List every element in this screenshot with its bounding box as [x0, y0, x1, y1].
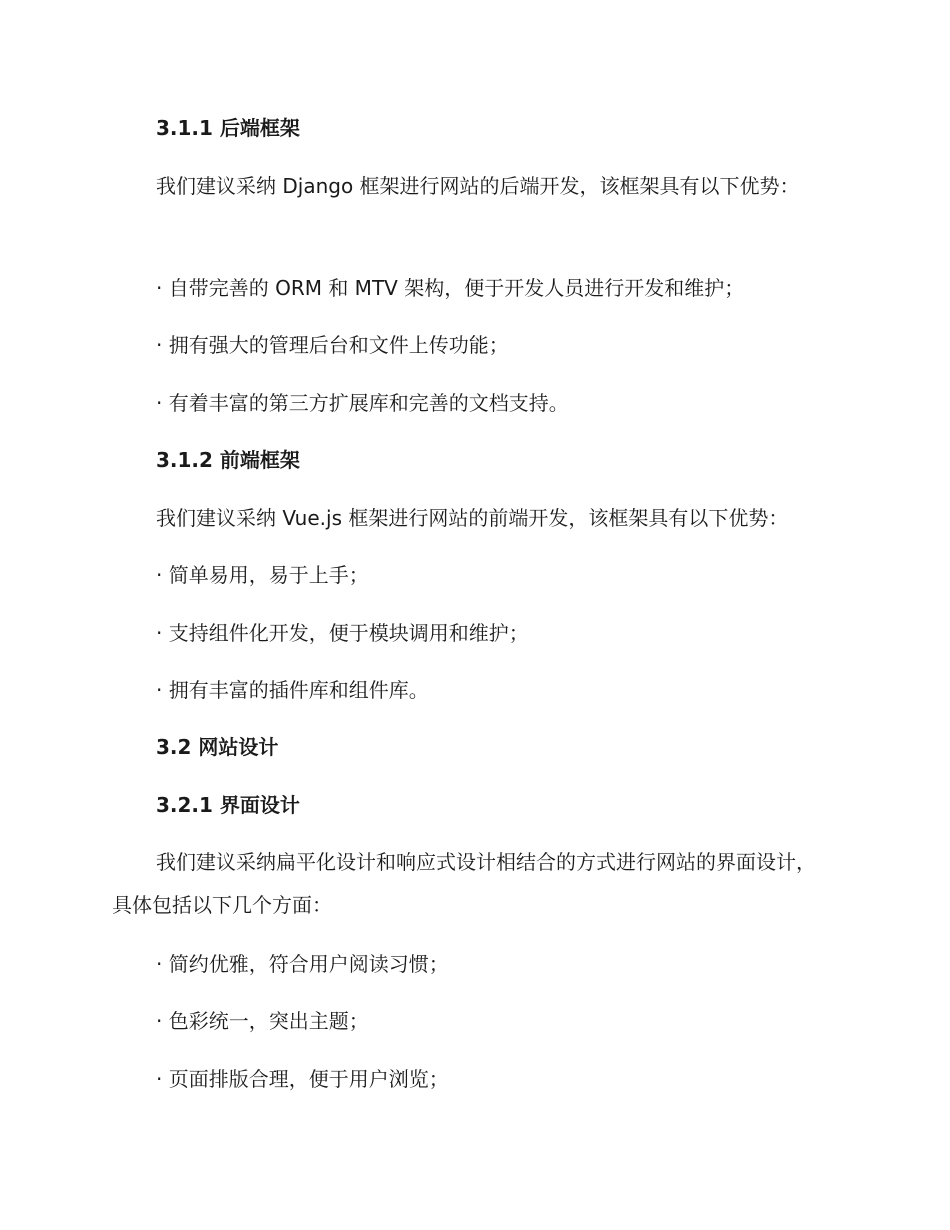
list-item: · 页面排版合理，便于用户浏览；	[112, 1058, 832, 1101]
section-heading-3-1-2: 3.1.2 前端框架	[156, 448, 300, 472]
section-heading-3-1-1: 3.1.1 后端框架	[156, 116, 300, 140]
list-item: · 自带完善的 ORM 和 MTV 架构，便于开发人员进行开发和维护；	[112, 267, 832, 310]
section-heading-3-2: 3.2 网站设计	[156, 735, 279, 759]
list-item: · 简约优雅，符合用户阅读习惯；	[112, 943, 832, 986]
list-item: · 有着丰富的第三方扩展库和完善的文档支持。	[112, 382, 832, 425]
paragraph-ui-design-intro: 我们建议采纳扁平化设计和响应式设计相结合的方式进行网站的界面设计，具体包括以下几个方面：	[112, 850, 816, 917]
paragraph-backend-intro: 我们建议采纳 Django 框架进行网站的后端开发，该框架具有以下优势：	[156, 174, 800, 198]
paragraph-frontend-intro: 我们建议采纳 Vue.js 框架进行网站的前端开发，该框架具有以下优势：	[156, 506, 789, 530]
list-item: · 简单易用，易于上手；	[112, 554, 832, 597]
list-item: · 支持组件化开发，便于模块调用和维护；	[112, 612, 832, 655]
list-item: · 色彩统一，突出主题；	[112, 1000, 832, 1043]
section-heading-3-2-1: 3.2.1 界面设计	[156, 793, 300, 817]
list-item: · 拥有丰富的插件库和组件库。	[112, 669, 832, 712]
list-item: · 拥有强大的管理后台和文件上传功能；	[112, 324, 832, 367]
